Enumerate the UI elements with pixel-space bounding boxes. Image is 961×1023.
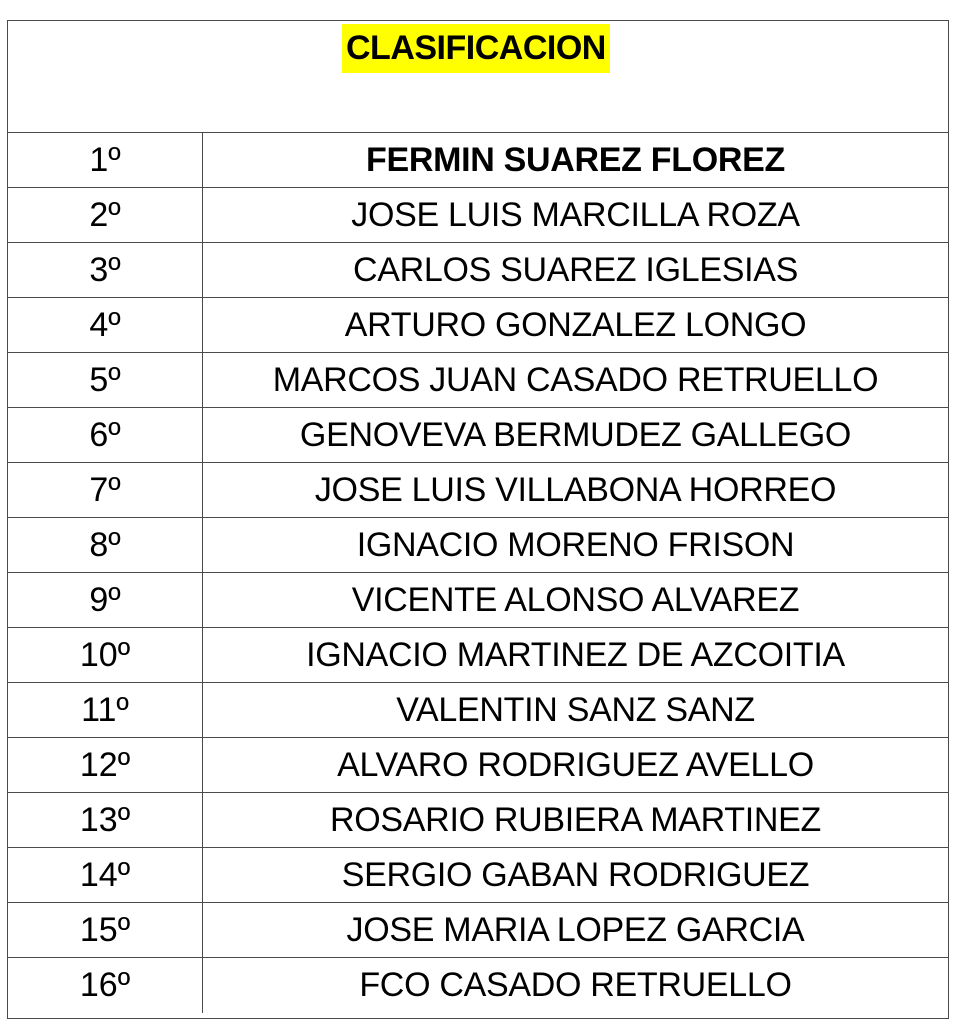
position-cell: 13º xyxy=(8,793,203,847)
table-row xyxy=(8,408,948,463)
name-cell: FERMIN SUAREZ FLOREZ xyxy=(366,141,785,179)
position-cell: 4º xyxy=(8,298,203,352)
position-cell: 12º xyxy=(8,738,203,792)
name-cell: ALVARO RODRIGUEZ AVELLO xyxy=(337,746,814,784)
table-row xyxy=(8,793,948,848)
name-cell: ROSARIO RUBIERA MARTINEZ xyxy=(330,801,821,839)
name-cell: JOSE LUIS MARCILLA ROZA xyxy=(351,196,800,234)
name-cell: FCO CASADO RETRUELLO xyxy=(359,966,792,1004)
name-cell: VICENTE ALONSO ALVAREZ xyxy=(351,581,800,619)
table-body xyxy=(8,133,948,1013)
position-cell: 7º xyxy=(8,463,203,517)
position-cell: 5º xyxy=(8,353,203,407)
position-cell: 2º xyxy=(8,188,203,242)
classification-table xyxy=(7,20,949,1019)
table-row xyxy=(8,848,948,903)
position-cell: 16º xyxy=(8,958,203,1013)
name-cell: IGNACIO MORENO FRISON xyxy=(356,526,795,564)
position-cell: 14º xyxy=(8,848,203,902)
name-cell: SERGIO GABAN RODRIGUEZ xyxy=(341,856,810,894)
position-cell: 3º xyxy=(8,243,203,297)
table-title: CLASIFICACION xyxy=(342,24,610,73)
table-row xyxy=(8,133,948,188)
table-header-cell xyxy=(8,21,948,133)
table-row xyxy=(8,298,948,353)
position-cell: 8º xyxy=(8,518,203,572)
table-row xyxy=(8,353,948,408)
name-cell: IGNACIO MARTINEZ DE AZCOITIA xyxy=(306,636,845,674)
name-cell: JOSE LUIS VILLABONA HORREO xyxy=(314,471,837,509)
position-cell: 1º xyxy=(8,133,203,187)
table-row xyxy=(8,573,948,628)
position-cell: 10º xyxy=(8,628,203,682)
table-row xyxy=(8,243,948,298)
position-cell: 6º xyxy=(8,408,203,462)
table-row xyxy=(8,463,948,518)
name-cell: ARTURO GONZALEZ LONGO xyxy=(344,306,807,344)
name-cell: MARCOS JUAN CASADO RETRUELLO xyxy=(272,361,879,399)
name-cell: GENOVEVA BERMUDEZ GALLEGO xyxy=(299,416,852,454)
name-cell: JOSE MARIA LOPEZ GARCIA xyxy=(346,911,805,949)
table-row xyxy=(8,903,948,958)
table-row xyxy=(8,683,948,738)
name-cell: VALENTIN SANZ SANZ xyxy=(396,691,755,729)
table-row xyxy=(8,738,948,793)
table-row xyxy=(8,628,948,683)
position-cell: 9º xyxy=(8,573,203,627)
table-row xyxy=(8,518,948,573)
position-cell: 11º xyxy=(8,683,203,737)
name-cell: CARLOS SUAREZ IGLESIAS xyxy=(353,251,798,289)
position-cell: 15º xyxy=(8,903,203,957)
table-row xyxy=(8,188,948,243)
table-row xyxy=(8,958,948,1013)
